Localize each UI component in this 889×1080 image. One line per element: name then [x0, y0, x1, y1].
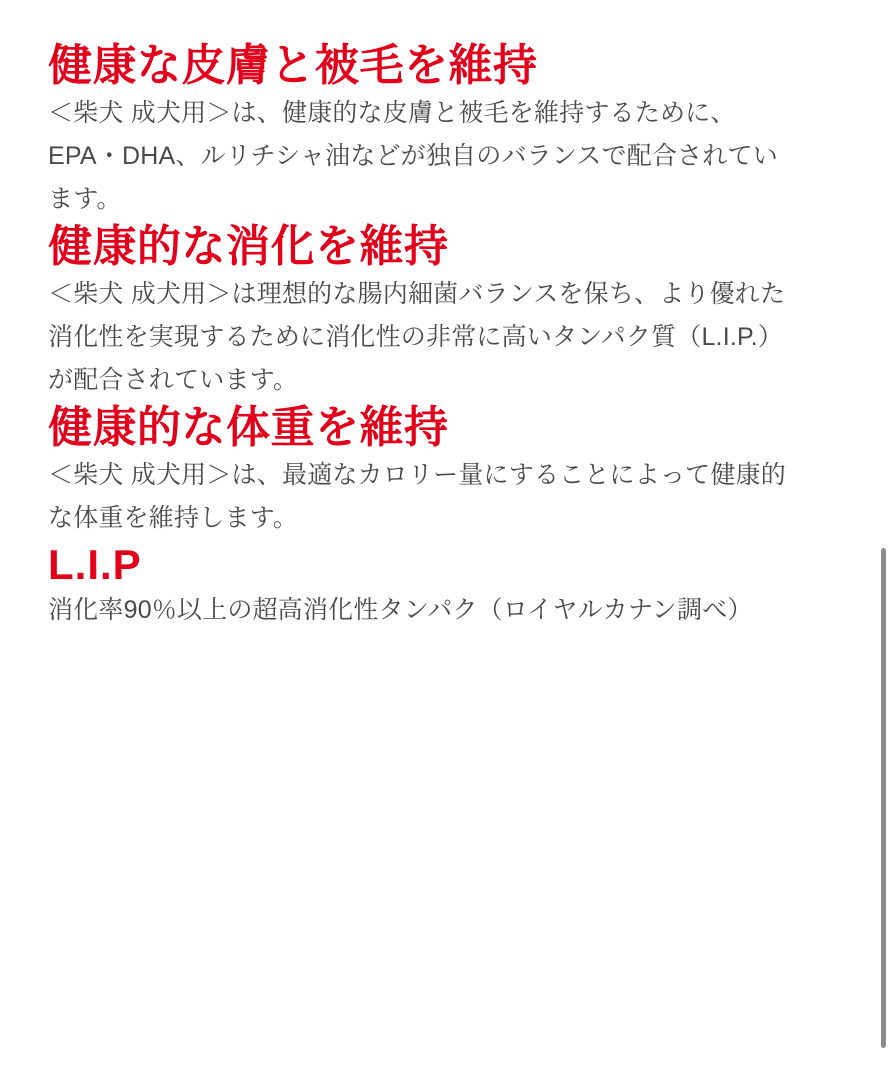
vertical-scrollbar[interactable]: [879, 0, 889, 1080]
section-body-skin-and-coat: ＜柴犬 成犬用＞は、健康的な皮膚と被毛を維持するために、EPA・DHA、ルリチシャ油などが独自のバランスで配合されています。: [48, 98, 778, 213]
article-content: [48, 40, 788, 632]
section-heading-skin-and-coat: 健康な皮膚と被毛を維持: [48, 41, 538, 90]
section-body-digestion: ＜柴犬 成犬用＞は理想的な腸内細菌バランスを保ち、より優れた消化性を実現するために消化性の非常に高いタンパク質（L.I.P.）が配合されています。: [48, 279, 786, 394]
section-lip: [48, 540, 788, 633]
section-heading-lip: L.I.P: [48, 540, 142, 588]
section-weight: [48, 402, 788, 540]
section-body-lip: 消化率90％以上の超高消化性タンパク（ロイヤルカナン調べ）: [48, 596, 753, 625]
section-body-weight: ＜柴犬 成犬用＞は、最適なカロリー量にすることによって健康的な体重を維持します。: [48, 460, 786, 532]
vertical-scrollbar-thumb[interactable]: [881, 548, 886, 1048]
section-digestion: [48, 221, 788, 402]
section-heading-weight: 健康的な体重を維持: [48, 402, 449, 452]
section-skin-and-coat: [48, 40, 788, 221]
section-heading-digestion: 健康的な消化を維持: [48, 221, 449, 271]
